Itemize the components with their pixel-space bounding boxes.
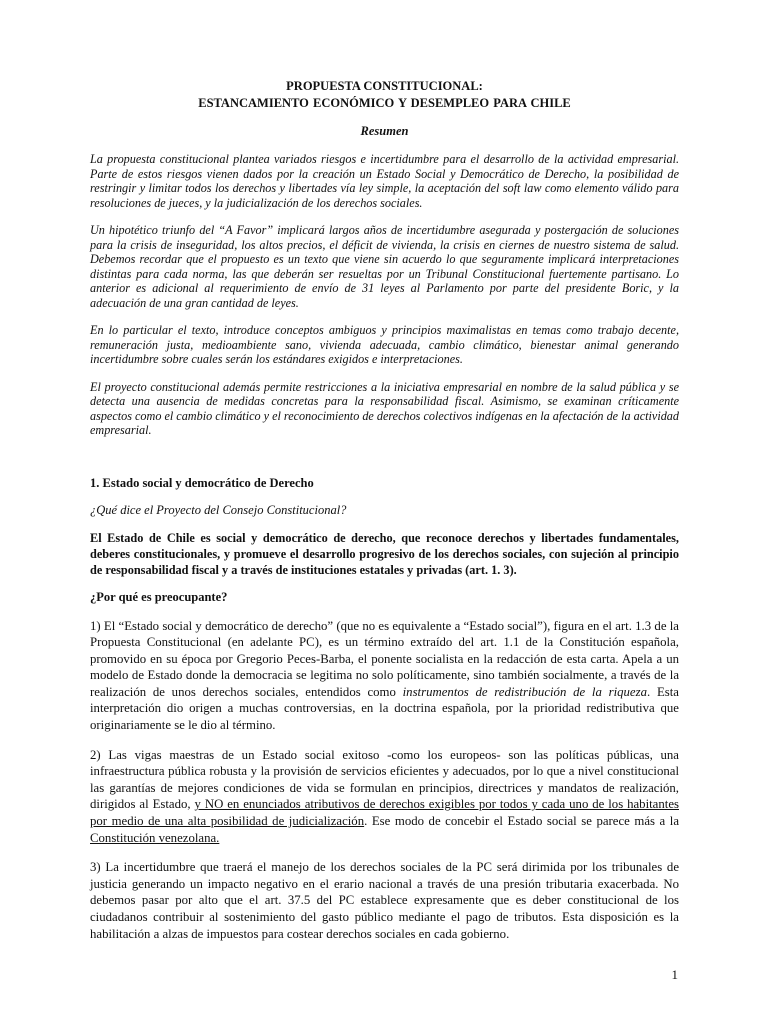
body-paragraph-1 bbox=[90, 618, 679, 734]
abstract-paragraph-1: La propuesta constitucional plantea variados riesgos e incertidumbre para el desarrollo de la actividad empresarial. Parte de estos riesgos vienen dados por la creación un Estado Social y Democrático de Derecho, la posibilidad de restringir y limitar todos los derechos y libertades vía ley simple, la aceptación del soft law como elemento válido para resoluciones de jueces, y la judicialización de los derechos sociales. bbox=[90, 152, 679, 210]
body-paragraph-2 bbox=[90, 747, 679, 847]
paragraph-text: 1) El “Estado social y democrático de derecho” (que no es equivalente a “Estado social”), figura en el art. 1.3 de la Propuesta Constitucional (en adelante PC), es un término extraído del art. 1.1 de la Constitución española, promovido en su época por Gregorio Peces-Barba, el ponente socialista en la redacción de esta carta. Apela a un modelo de Estado donde la democracia se legitima no solo políticamente, sino también socialmente, a través de la realización de unos derechos sociales, entendidos como bbox=[90, 618, 679, 699]
article-quote: El Estado de Chile es social y democrático de derecho, que reconoce derechos y libertades fundamentales, deberes constitucionales, y promueve el desarrollo progresivo de los derechos sociales, con sujeción al principio de responsabilidad fiscal y a través de instituciones estatales y privadas (art. 1. 3). bbox=[90, 530, 679, 577]
abstract-heading: Resumen bbox=[360, 124, 409, 138]
section-question: ¿Qué dice el Proyecto del Consejo Constitucional? bbox=[90, 502, 347, 517]
underlined-phrase: y NO en enunciados atributivos de derechos exigibles por todos y cada uno de los habitantes por medio de una alta posibilidad de judicialización bbox=[90, 797, 679, 829]
paragraph-text: . Ese modo de concebir el Estado social se parece más a la bbox=[364, 814, 679, 829]
document-page bbox=[90, 78, 679, 955]
abstract-paragraph-3: En lo particular el texto, introduce conceptos ambiguos y principios maximalistas en temas como trabajo decente, remuneración justa, medioambiente sano, vivienda adecuada, cambio climático, bienestar animal generando incertidumbre sobre cuales serán los estándares exigidos e interpretaciones. bbox=[90, 323, 679, 366]
abstract-paragraph-2: Un hipotético triunfo del “A Favor” implicará largos años de incertidumbre asegurada y postergación de soluciones para la crisis de inseguridad, los altos precios, el déficit de vivienda, la crisis en ciernes de nuestro sistema de salud. Debemos recordar que el propuesto es un texto que viene sin acuerdo lo que seguramente implicará interpretaciones distintas para cada norma, las que deberán ser resueltas por un Tribunal Constitucional fuertemente partisano. Lo anterior es adicional al requerimiento de envío de 31 leyes al Parlamento por parte del presidente Boric, y la adecuación de una gran cantidad de leyes. bbox=[90, 223, 679, 310]
paragraph-text: 2) Las vigas maestras de un Estado social exitoso -como los europeos- son las políticas públicas, una infraestructura pública robusta y la provisión de servicios eficientes y adecuados, por lo que a nivel constitucional las garantías de mejores condiciones de vida se formulan en principios, directrices y mandatos de realización, dirigidos al Estado, bbox=[90, 747, 679, 812]
title-line-1: PROPUESTA CONSTITUCIONAL: bbox=[286, 79, 483, 93]
title-line-2: ESTANCAMIENTO ECONÓMICO Y DESEMPLEO PARA CHILE bbox=[198, 96, 571, 110]
section-heading: 1. Estado social y democrático de Derecho bbox=[90, 475, 314, 490]
concern-heading: ¿Por qué es preocupante? bbox=[90, 589, 228, 604]
body-paragraph-3: 3) La incertidumbre que traerá el manejo de los derechos sociales de la PC será dirimida por los tribunales de justicia generando un impacto negativo en el erario nacional a través de una presión tributaria exacerbada. No debemos pasar por alto que el art. 37.5 del PC establece expresamente que es deber constitucional de los ciudadanos contribuir al sostenimiento del gasto público mediante el pago de tributos. Esta disposición es la habilitación a alzas de impuestos para costear derechos sociales en cada gobierno. bbox=[90, 860, 679, 941]
venezuelan-constitution-link[interactable]: Constitución venezolana. bbox=[90, 830, 220, 845]
abstract-paragraph-4: El proyecto constitucional además permite restricciones a la iniciativa empresarial en nombre de la salud pública y se detecta una ausencia de medidas concretas para la responsabilidad fiscal. Asimismo, se examinan críticamente aspectos como el cambio climático y el reconocimiento de derechos colectivos indígenas en la afectación de la actividad empresarial. bbox=[90, 379, 679, 437]
page-number: 1 bbox=[671, 967, 678, 982]
paragraph-text: . Esta interpretación dio origen a muchas controversias, en la doctrina española, por la prioridad redistributiva que originariamente se le dio al término. bbox=[90, 684, 679, 733]
italic-phrase: instrumentos de redistribución de la riqueza bbox=[402, 684, 647, 699]
